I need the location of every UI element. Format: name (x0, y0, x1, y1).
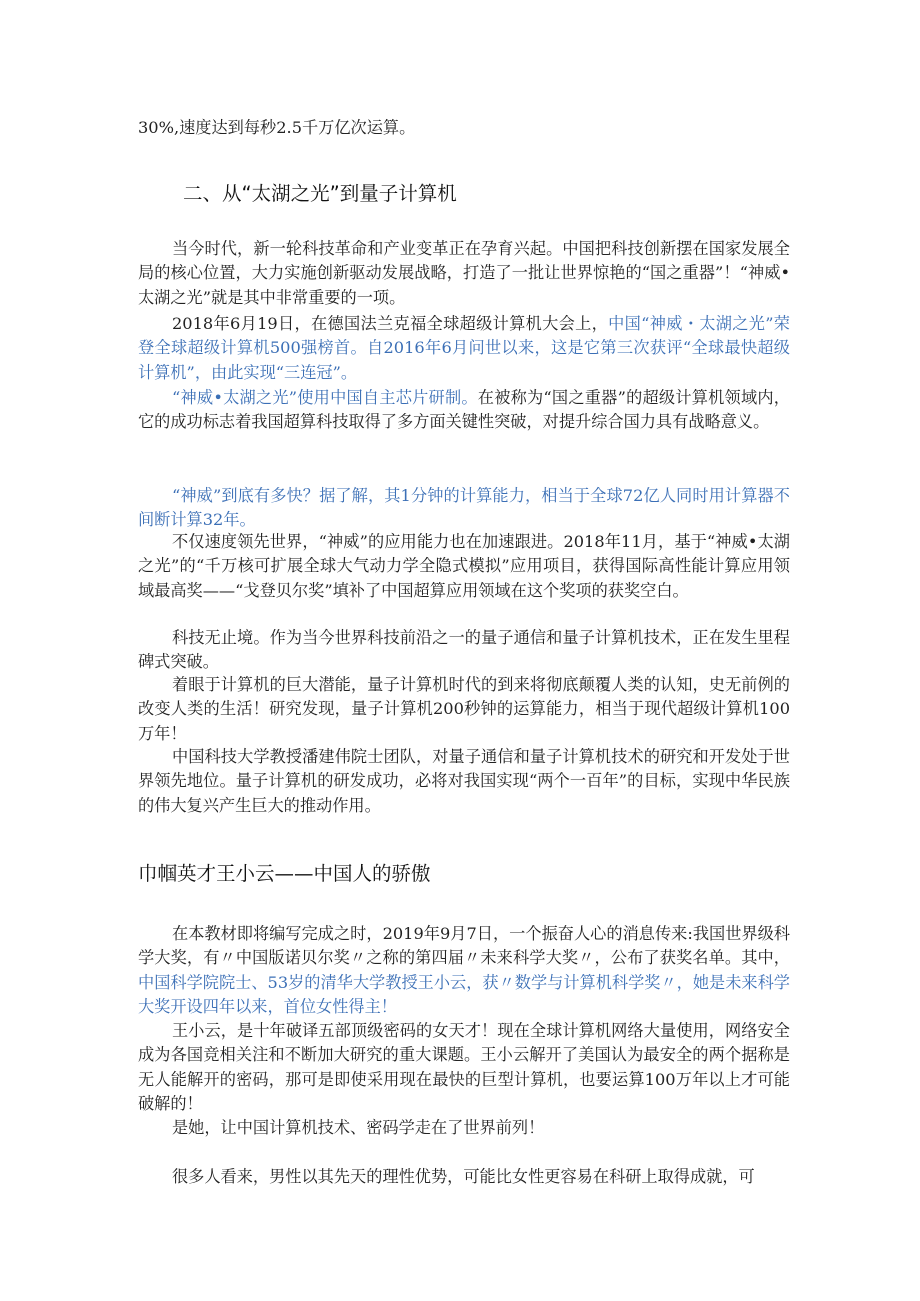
paragraph-12: 很多人看来，男性以其先天的理性优势，可能比女性更容易在科研上取得成就，可 (172, 1167, 755, 1186)
paragraph-2 (138, 312, 790, 385)
paragraph-3-text: 在被称为“国之重器”的超级计算机领域内，它的成功标志着我国超算科技取得了多方面关键性突破，对提升综合国力具有战略意义。 (138, 388, 790, 432)
paragraph-11: 是她，让中国计算机技术、密码学走在了世界前列！ (172, 1118, 545, 1137)
paragraph-3 (138, 386, 790, 435)
paragraph-1: 当今时代，新一轮科技革命和产业变革正在孕育兴起。中国把科技创新摆在国家发展全局的核心位置，大力实施创新驱动发展战略，打造了一批让世界惊艳的“国之重器”！“神威•太湖之光”就是其中非常重要的一项。 (138, 239, 790, 307)
paragraph-3-highlight: “神威•太湖之光”使用中国自主芯片研制。 (172, 388, 478, 407)
paragraph-4: “神威”到底有多快？据了解，其1分钟的计算能力，相当于全球72亿人同时用计算器不间断计算32年。 (138, 486, 790, 530)
paragraph-8: 中国科技大学教授潘建伟院士团队，对量子通信和量子计算机技术的研究和开发处于世界领先地位。量子计算机的研发成功，必将对我国实现“两个一百年”的目标，实现中华民族的伟大复兴产生巨大的推动作用。 (138, 747, 790, 815)
paragraph-9-text: 在本教材即将编写完成之时，2019年9月7日，一个振奋人心的消息传来:我国世界级科学大奖，有〃中国版诺贝尔奖〃之称的第四届〃未来科学大奖〃，公布了获奖名单。其中， (138, 924, 790, 968)
paragraph-2-text: 2018年6月19日，在德国法兰克福全球超级计算机大会上， (172, 314, 609, 333)
paragraph-9 (138, 922, 790, 1019)
paragraph-2-highlight: 中国“神威・太湖之光”荣登全球超级计算机500强榜首。自2016年6月问世以来，这是它第三次获评“全球最快超级计算机”，由此实现“三连冠”。 (138, 314, 790, 382)
subsection-heading: 巾帼英才王小云——中国人的骄傲 (138, 862, 431, 885)
paragraph-9-highlight: 中国科学院院士、53岁的清华大学教授王小云，获〃数学与计算机科学奖〃，她是未来科学大奖开设四年以来，首位女性得主！ (138, 972, 790, 1016)
continuation-line: 30%,速度达到每秒2.5千万亿次运算。 (138, 118, 416, 137)
paragraph-7: 着眼于计算机的巨大潜能，量子计算机时代的到来将彻底颠覆人类的认知，史无前例的改变人类的生活！研究发现，量子计算机200秒钟的运算能力，相当于现代超级计算机100万年！ (138, 675, 790, 743)
section-heading: 二、从“太湖之光”到量子计算机 (183, 182, 457, 205)
paragraph-10: 王小云，是十年破译五部顶级密码的女天才！现在全球计算机网络大量使用，网络安全成为各国竞相关注和不断加大研究的重大课题。王小云解开了美国认为最安全的两个据称是无人能解开的密码，那可是即使采用现在最快的巨型计算机，也要运算100万年以上才可能破解的！ (138, 1021, 790, 1113)
paragraph-6: 科技无止境。作为当今世界科技前沿之一的量子通信和量子计算机技术，正在发生里程碑式突破。 (138, 628, 790, 672)
paragraph-5: 不仅速度领先世界，“神威”的应用能力也在加速跟进。2018年11月，基于“神威•太湖之光”的“千万核可扩展全球大气动力学全隐式模拟”应用项目，获得国际高性能计算应用领域最高奖——“戈登贝尔奖”填补了中国超算应用领域在这个奖项的获奖空白。 (138, 532, 790, 600)
